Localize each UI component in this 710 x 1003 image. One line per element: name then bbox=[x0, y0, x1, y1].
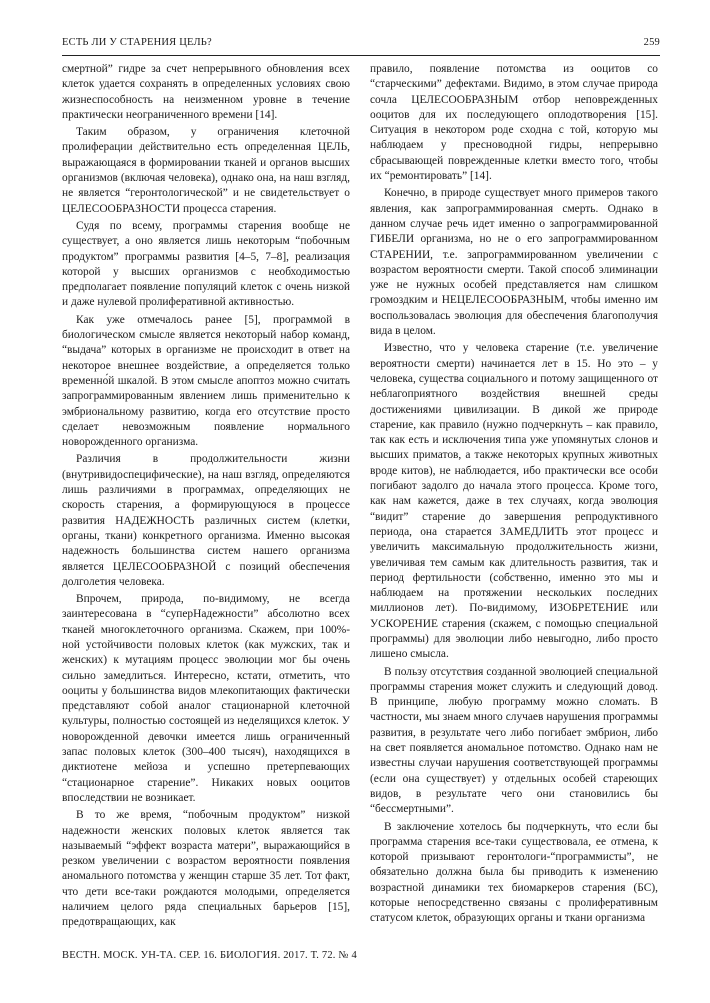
paragraph: смертной” гидре за счет непрерывного обновления всех клеток удается сохранять в определенных условиях свою жизнеспособность на неизменном уровне в течение практически неограниченного времени [14]. bbox=[62, 63, 350, 121]
paragraph: Как уже отмечалось ранее [5], программой в биологическом смысле является некоторый набор команд, “выдача” которых в организме не происходит в ответ на некоторое внешнее воздействие, а определяется только временно́й шкалой. В этом смысле апоптоз можно считать запрограммированным явлением лишь применительно к эмбриональному развитию, когда его отсутствие просто сделает невозможным появление нормального новорожденного организма. bbox=[62, 313, 350, 449]
running-title: ЕСТЬ ЛИ У СТАРЕНИЯ ЦЕЛЬ? bbox=[62, 37, 212, 48]
paragraph: В заключение хотелось бы подчеркнуть, что если бы программа старения все-таки существовала, ее отмена, к которой призывают геронтологи-“программисты”, не обязательно должна была бы приводить к изменению возрастной динамики тех биомаркеров старения (БС), которые непосредственно связаны с пролиферативным статусом клеток, образующих органы и ткани организма bbox=[370, 820, 658, 925]
paragraph: Впрочем, природа, по-видимому, не всегда заинтересована в “суперНадежности” абсолютно всех тканей многоклеточного организма. Скажем, при 100%-ной устойчивости половых клеток (как мужских, так и женских) к мутациям процесс эволюции мог бы очень сильно замедлиться. Интересно, кстати, отметить, что ооциты у большинства видов млекопитающих фактически представляют собой аналог стационарной клеточной культуры, полностью состоящей из неделящихся клеток. У новорожденной девочки имеется лишь ограниченный запас половых клеток (300–400 тысяч), находящихся в диктиотене мейоза и успешно претерпевающих “стационарное старение”. Никаких новых ооцитов впоследствии не возникает. bbox=[62, 593, 350, 804]
left-column bbox=[62, 62, 350, 931]
paragraph: В то же время, “побочным продуктом” низкой надежности женских половых клеток является так называемый “эффект возраста матери”, выражающийся в резком увеличении с возрастом вероятности появления аномального потомства у женщин старше 35 лет. Тот факт, что дети все-таки рождаются молодыми, определяется наличием целого ряда специальных барьеров [15], предотвращающих, как bbox=[62, 809, 350, 929]
paragraph: Судя по всему, программы старения вообще не существует, а оно является лишь некоторым “побочным продуктом” программы развития [4–5, 7–8], реализация которой у высших организмов с необходимостью предполагает появление популяций клеток с очень низкой и даже нулевой пролиферативной активностью. bbox=[62, 219, 350, 309]
journal-footer: ВЕСТН. МОСК. УН-ТА. СЕР. 16. БИОЛОГИЯ. 2017. Т. 72. № 4 bbox=[62, 950, 357, 961]
right-column bbox=[370, 62, 658, 927]
paragraph: В пользу отсутствия созданной эволюцией специальной программы старения может служить и следующий довод. В принципе, любую программу можно сломать. В частности, мы знаем много случаев нарушения программы развития, в результате чего либо погибает эмбрион, либо на свет появляется аномальное потомство. Однако нам не известны случаи нарушения соответствующей программы (если она существует) у отдельных особей стареющих видов, в результате чего они становились бы “бессмертными”. bbox=[370, 665, 658, 816]
page-number: 259 bbox=[643, 37, 660, 48]
running-header bbox=[62, 33, 660, 53]
paragraph: Конечно, в природе существует много примеров такого явления, как запрограммированная смерть. Однако в данном случае речь идет именно о запрограммированной ГИБЕЛИ организма, но не о его запрограммированном СТАРЕНИИ, т.е. запрограммированном увеличении с возрастом вероятности смерти. Такой способ элиминации уже не нужных особей представляется нам слишком громоздким и НЕЦЕЛЕСООБРАЗНЫМ, чтобы именно им воспользовалась эволюция для обеспечения благополучия вида в целом. bbox=[370, 187, 658, 338]
paragraph: Различия в продолжительности жизни (внутривидоспецифические), на наш взгляд, определяются лишь различиями в программах, определяющих не скорость старения, а формирующуюся в процессе развития НАДЕЖНОСТЬ различных систем (клетки, органы, ткани) конкретного организма. Именно высокая надежность большинства систем нашего организма является ЦЕЛЕСООБРАЗНОЙ с позиций обеспечения долголетия человека. bbox=[62, 453, 350, 588]
paragraph: правило, появление потомства из ооцитов со “старческими” дефектами. Видимо, в этом случае природа сочла ЦЕЛЕСООБРАЗНЫМ отбор неповрежденных ооцитов для их последующего оплодотворения [15]. Ситуация в некотором роде сходна с той, которую мы наблюдаем у пресноводной гидры, непрерывно сбрасывающей поврежденные клетки вместо того, чтобы их “ремонтировать” [14]. bbox=[370, 63, 658, 183]
header-rule bbox=[62, 55, 660, 56]
paragraph: Таким образом, у ограничения клеточной пролиферации действительно есть определенная ЦЕЛЬ, выражающаяся в формировании тканей и органов высших организмов (включая человека), однако она, на наш взгляд, не является “геронтологической” и не свидетельствует о ЦЕЛЕСООБРАЗНОСТИ процесса старения. bbox=[62, 126, 350, 215]
paragraph: Известно, что у человека старение (т.е. увеличение вероятности смерти) начинается лет в 15. Но это – у человека, существа социального и потому защищенного от неблагоприятного воздействия внешней среды достижениями цивилизации. В дикой же природе старение, как правило (нужно подчеркнуть – как правило, так как есть и исключения типа уже упомянутых слонов и высших приматов, а также некоторых крупных животных вроде китов), не наблюдается, ибо практически все особи погибают задолго до начала этого процесса. Кроме того, как нам кажется, даже в тех случаях, когда эволюция “видит” старение до завершения репродуктивного периода, она старается ЗАМЕДЛИТЬ этот процесс и увеличить максимальную продолжительность жизни, увеличивая тем самым как длительность развития, так и период фертильности (собственно, именно это мы и наблюдаем на протяжении нескольких последних миллионов лет). По-видимому, ИЗОБРЕТЕНИЕ или УСКОРЕНИЕ старения (скажем, с помощью специальной программы) для эволюции либо невыгодно, либо просто лишено смысла. bbox=[370, 342, 658, 661]
